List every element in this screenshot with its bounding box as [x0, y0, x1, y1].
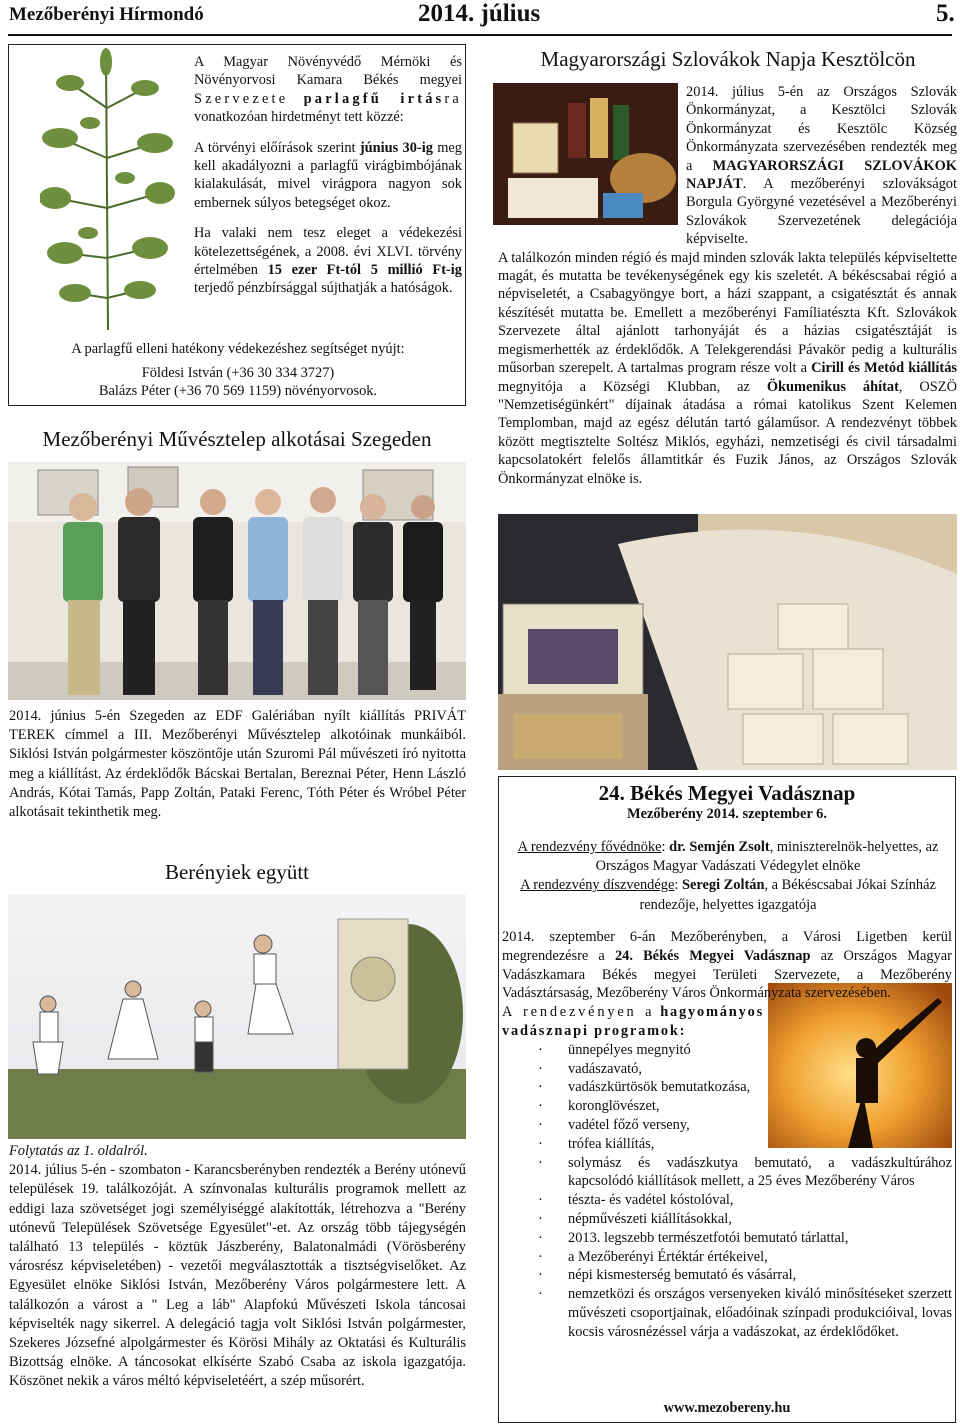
contact-2: Balázs Péter (+36 70 569 1159) növényorvosok.: [98, 383, 378, 399]
hunting-intro-a: 2014. szeptember 6-án Mezőberényben, a Városi Ligetben kerül megrendezésre a: [502, 929, 952, 964]
artists-group-photo: [8, 462, 466, 700]
program-pre: A rendezvényen a: [502, 1004, 655, 1021]
program-item: · trófea kiállítás,: [538, 1135, 655, 1152]
ragweed-contacts: [10, 340, 466, 401]
slovak-p1-pre: 2014. július 5-én az Országos Szlovák Önkormányzat, a Kesztölci Szlovák Önkormányzat és Kesztölc Község Önkormányzata szervezésében rendezték meg a: [686, 84, 957, 174]
program-item: · tészta- és vadétel kóstolóval,: [538, 1192, 734, 1209]
program-item: · solymász és vadászkutya bemutató, a vadászkultúrához kapcsolódó kiállítások mellett, a 25 éves Mezőberény Város: [538, 1154, 952, 1190]
hunting-day-article: [502, 928, 952, 1342]
slovak-ecumenical: Ökumenikus áhítat: [766, 378, 899, 395]
program-keyword: hagyományos vadásznapi programok:: [502, 1004, 764, 1039]
hunting-intro-b: az Országos Magyar Vadászkamara Békés megyei Területi Szervezete, a Mezőberény Vadásztársaság, Mezőberény Város Önkormányzata szervezésében.: [502, 947, 952, 1002]
soap-and-books-photo: [498, 514, 957, 770]
ragweed-plant-image: [40, 48, 175, 330]
slovak-p2-b: megnyitója a Községi Klubban, az: [498, 378, 750, 395]
slovak-exhibition: Cirill és Metód kiállítás: [811, 360, 957, 377]
berenyiek-text: 2014. július 5-én - szombaton - Karancsberényben rendezték a Berény utónevű települések 19. találkozóját. A színvonalas kulturális programok mellett az eddigi laza szövetséget jogi személyiséggé alakították, létrehozva a "Berény utónevű Települések Szövetsége Egyesület"-et. Az ország több tájegységén található 13 település - köztük Jászberény, Balatonalmádi (Vörösberény városrész képviseletében) - vezetői megválasztották a tisztségviselőket. Az Egyesület elnöke Siklósi István, Mezőberény Város polgármestere lett. A találkozón a várost a " Leg a láb" Alapfokú Művészeti Iskola táncosai képviselték nagy sikerrel. A delegáció tagja volt Siklósi István polgármester, Szekeres Józsefné alpolgármester és Körösi Mihály az Oktatási és Kulturális Bizottság elnöke. A táncosokat elkísérte Szabó Csaba az iskola igazgatója. Köszönet nekik a város méltó képviseletéért, a szép műsorért.: [9, 1162, 466, 1390]
patron-rest: , miniszterelnök-helyettes, az Országos Magyar Vadászati Védegylet elnöke: [595, 839, 939, 875]
ragweed-org: Szervezete: [194, 90, 289, 107]
continued-note: Folytatás az 1. oldalról.: [9, 1143, 148, 1159]
hunting-day-title: 24. Békés Megyei Vadásznap: [598, 781, 856, 805]
hunting-day-date: Mezőberény 2014. szeptember 6.: [627, 806, 827, 822]
program-item: · nemzetközi és országos versenyeken kiváló minősítéseket szerzett művészeti csoportjainak, előadóinak színpadi produkcióival, lovas kocsis városnézéssel várja a vadászokat, az érdeklődőket.: [538, 1286, 952, 1340]
folk-dance-photo: [8, 894, 466, 1139]
program-item: · vadászkürtösök bemutatkozása,: [538, 1079, 751, 1096]
slovak-article: [498, 83, 957, 488]
contact-1: Földesi István (+36 30 334 3727): [141, 364, 335, 381]
issue-date: 2014. július: [418, 0, 541, 27]
program-item: · népművészeti kiállításokkal,: [538, 1210, 732, 1227]
program-item: · a Mezőberényi Értéktár értékeivel,: [538, 1248, 768, 1265]
ragweed-suffix: ra: [444, 90, 462, 107]
patron-name: dr. Semjén Zsolt: [669, 839, 770, 855]
muvesztelep-article: 2014. június 5-én Szegeden az EDF Galériában nyílt kiállítás PRIVÁT TEREK címmel a III. Mezőberényi Művésztelep alkotóinak munkáiból. Siklósi István polgármester köszöntője után Szuromi Pál művészeti író nyitotta meg a kiállítást. Az érdeklődők Bácskai Bertalan, Bereznai Péter, Henn László András, Kótai Tamás, Papp Zoltán, Pataki Ferenc, Tóth Péter és Wróbel Péter alkotásait tekinthetik meg.: [9, 708, 466, 821]
program-list: [502, 1041, 952, 1342]
ragweed-intro2: vonatkozóan hirdetményt tett közzé:: [194, 109, 404, 126]
program-item: · vadászavató,: [538, 1060, 642, 1077]
slovak-event: MAGYARORSZÁGI SZLOVÁKOK NAPJÁT: [686, 157, 957, 193]
slovak-p2-c: , OSZÖ "Nemzetiségünkért" díjainak átadása a római katolikus Szent Kelemen Templomban, majd az egész délután tartó gálaműsor. A rendezvényt többek között megtisztelte Soltész Miklós, egyházi, nemzetiségi és civil társadalmi kapcsolatokért felelős államtitkár és Fuzik János, az Országos Szlovák Önkormányzat elnöke is.: [498, 378, 957, 487]
berenyiek-article: [9, 1142, 466, 1392]
program-item: · ünnepélyes megnyitó: [538, 1041, 691, 1058]
guest-rest: , a Békéscsabai Jókai Színház rendezője, helyettes igazgatója: [639, 877, 936, 913]
berenyiek-heading: Berényiek együtt: [164, 860, 310, 884]
hunting-event: 24. Békés Megyei Vadásznap: [614, 947, 811, 964]
program-item: · koronglövészet,: [538, 1098, 660, 1115]
page-number: 5.: [936, 0, 955, 27]
ragweed-fine-pre: Ha valaki nem tesz eleget a védekezési kötelezettségének, a 2008. évi XLVI. törvény értelmében: [194, 225, 462, 279]
guest-label: A rendezvény díszvendége: [520, 877, 675, 894]
patron-label: A rendezvény fővédnöke: [517, 839, 662, 855]
ragweed-intro1: A Magyar Növényvédő Mérnöki és Növényorvosi Kamara Békés megyei: [194, 54, 462, 89]
program-item: · 2013. legszebb természetfotói bemutató tárlattal,: [538, 1229, 849, 1246]
website-url[interactable]: www.mezobereny.hu: [663, 1400, 791, 1416]
slovak-heading: Magyarországi Szlovákok Napja Kesztölcön: [540, 47, 916, 71]
newspaper-title: Mezőberényi Hírmondó: [9, 4, 204, 25]
muvesztelep-heading: Mezőberényi Művésztelep alkotásai Szegeden: [42, 427, 432, 451]
program-item: · népi kismesterség bemutató és vásárral,: [538, 1267, 797, 1284]
hunting-day-patrons: A rendezvény fővédnöke: dr. Semjén Zsolt, miniszterelnök-helyettes, az Országos Magyar Vadászati Védegylet elnöke A rendezvény díszvendége: Seregi Zoltán, a Békéscsabai Jókai Színház rendezője, helyettes igazgatója: [517, 839, 939, 913]
ragweed-notice-text: [194, 53, 462, 298]
ragweed-help: A parlagfű elleni hatékony védekezéshez segítséget nyújt:: [71, 341, 405, 357]
slovak-p1-rest: . A mezőberényi szlovákságot Borgula Györgyné vezetésével a Mezőberényi Szlovákok Szervezetének delegációja képviselte.: [686, 176, 957, 248]
ragweed-deadline: június 30-ig: [359, 139, 433, 156]
ragweed-fine-amount: 15 ezer Ft-tól 5 millió Ft-ig: [267, 262, 462, 279]
slovak-p2-a: A találkozón minden régió és majd minden szlovák lakta település képviseltette magát, és mutatta be tevékenységének egy kis szeletét. A békéscsabai régió a népviseletét, a Csabagyöngye bort, a házi szappant, a csigatésztát és annak készítését mutatta be. Emellett a mezőberényi Famíliatészta Kft. Szlovákok Szervezete által ajánlott tarhonyáját és a házias csigatésztáját is megismerhették az érdeklődők. A Telekgerendási Pávakör pedig a kulturális műsorban szerepelt. A tartalmas program része volt a: [498, 249, 957, 377]
header-rule: [8, 34, 952, 36]
ragweed-keyword: parlagfű irtás: [303, 90, 445, 107]
program-item: · vadétel főző verseny,: [538, 1116, 690, 1133]
ragweed-fine-rest: terjedő pénzbírsággal sújthatják a hatóságok.: [194, 280, 453, 297]
ragweed-law-rest: meg kell akadályozni a parlagfű virágbimbójának kialakulását, mivel virágpora nagyon sok embernek súlyos betegséget okoz.: [194, 139, 462, 211]
ragweed-law-pre: A törvényi előírások szerint: [194, 139, 356, 156]
guest-name: Seregi Zoltán: [681, 877, 765, 894]
